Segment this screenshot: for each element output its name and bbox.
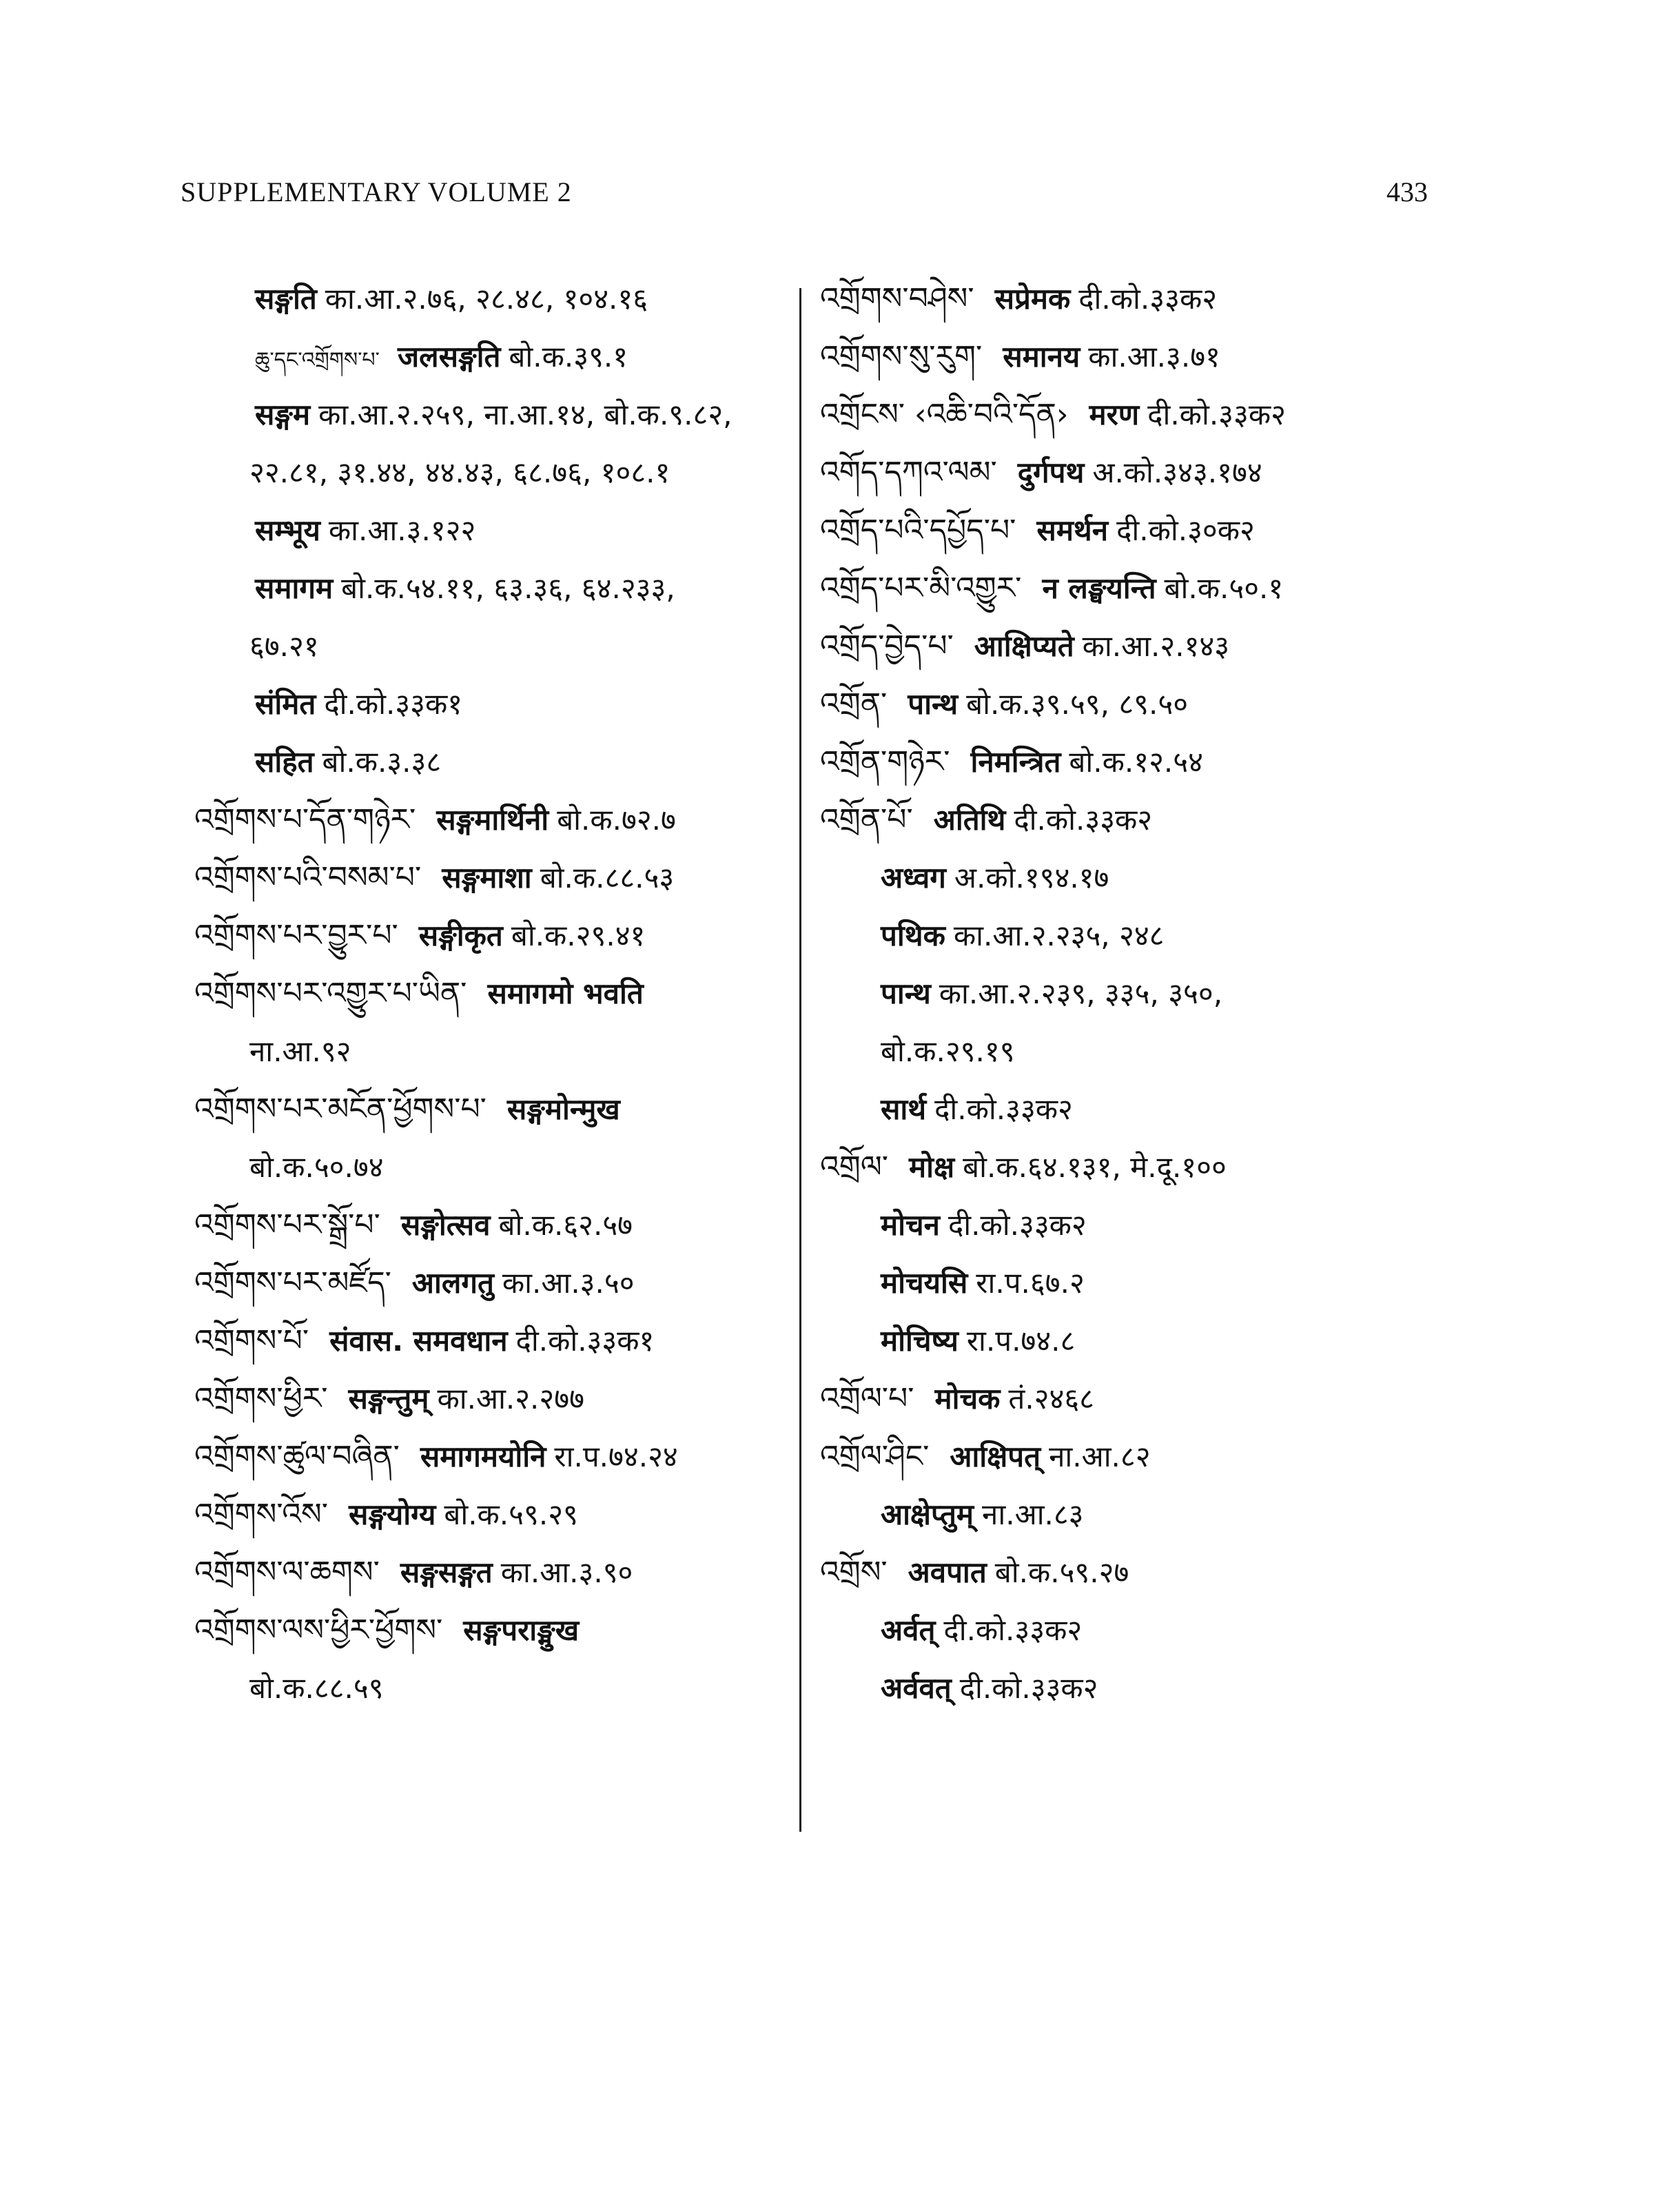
- dictionary-entry: [194, 791, 794, 849]
- dictionary-entry: [820, 502, 1420, 560]
- source-references: दी.को.३३क२: [934, 1092, 1073, 1126]
- right-column: [820, 270, 1420, 1717]
- sanskrit-equivalent: समागमयोनि: [420, 1440, 546, 1473]
- source-references: ना.आ.८३: [982, 1498, 1084, 1531]
- source-references: २२.८१, ३१.४४, ४४.४३, ६८.७६, १०८.१: [249, 456, 670, 489]
- dictionary-entry: [820, 733, 1420, 791]
- source-references: का.आ.२.२३५, २४८: [953, 919, 1165, 952]
- sanskrit-equivalent: पान्थ: [908, 687, 959, 721]
- sanskrit-equivalent: मोचिष्य: [881, 1324, 959, 1358]
- sanskrit-equivalent: समागमो भवति: [487, 977, 644, 1010]
- dictionary-entry: [820, 849, 1420, 907]
- dictionary-entry: [820, 675, 1420, 733]
- source-references: बो.क.३९.१: [509, 340, 628, 374]
- source-references: का.आ.३.१२२: [328, 513, 476, 547]
- dictionary-entry: [820, 1081, 1420, 1138]
- dictionary-entry: [194, 270, 794, 328]
- sanskrit-equivalent: सहित: [255, 745, 314, 779]
- sanskrit-equivalent: आक्षेप्तुम्: [881, 1498, 974, 1531]
- sanskrit-equivalent: सङ्गीकृत: [418, 919, 503, 952]
- tibetan-headword: འགྲོད་པར་མི་འགྱུར་: [820, 571, 1022, 606]
- source-references: बो.क.५०.७४: [249, 1150, 384, 1184]
- sanskrit-equivalent: दुर्गपथ: [1017, 456, 1085, 489]
- sanskrit-equivalent: सङ्गमार्थिनी: [436, 803, 549, 837]
- source-references: अ.को.१९४.१७: [954, 861, 1109, 895]
- dictionary-entry: [194, 386, 794, 444]
- sanskrit-equivalent: सङ्गमाशा: [442, 861, 532, 895]
- dictionary-entry: [820, 617, 1420, 675]
- dictionary-entry: [194, 1023, 794, 1081]
- source-references: बो.क.८८.५३: [540, 861, 675, 895]
- dictionary-entry: [820, 1370, 1420, 1428]
- dictionary-entry: [194, 1138, 794, 1196]
- sanskrit-equivalent: समागम: [255, 571, 334, 605]
- sanskrit-equivalent: संवास. समवधान: [329, 1324, 508, 1358]
- sanskrit-equivalent: न लङ्घयन्ति: [1042, 571, 1156, 605]
- sanskrit-equivalent: अध्वग: [881, 861, 946, 895]
- sanskrit-equivalent: सङ्गसङ्गत: [400, 1555, 493, 1589]
- source-references: का.आ.३.७१: [1088, 340, 1220, 374]
- source-references: रा.प.७४.२४: [554, 1440, 678, 1473]
- source-references: का.आ.२.७६, २८.४८, १०४.१६: [325, 282, 648, 316]
- source-references: दी.को.३३क२: [959, 1671, 1098, 1705]
- source-references: दी.को.३३क२: [947, 1208, 1087, 1242]
- sanskrit-equivalent: मोक्ष: [909, 1150, 955, 1184]
- source-references: रा.प.७४.८: [966, 1324, 1076, 1358]
- sanskrit-equivalent: अतिथि: [933, 803, 1006, 837]
- sanskrit-equivalent: जलसङ्गति: [397, 340, 501, 374]
- source-references: बो.क.६४.१३१, मे.दू.१००: [963, 1150, 1227, 1184]
- source-references: ६७.२१: [249, 629, 319, 663]
- dictionary-entry: [194, 328, 794, 386]
- source-references: रा.प.६७.२: [976, 1266, 1085, 1300]
- sanskrit-equivalent: सङ्गपराङ्मुख: [463, 1613, 580, 1647]
- tibetan-headword: འགྲོགས་པར་བྱུར་པ་: [194, 918, 398, 953]
- tibetan-headword: འགྲོགས་པར་འགྱུར་པ་ཡིན་: [194, 976, 467, 1011]
- dictionary-entry: [820, 444, 1420, 502]
- dictionary-entry: [194, 1428, 794, 1486]
- dictionary-entry: [194, 1312, 794, 1370]
- source-references: का.आ.२.२५९, ना.आ.१४, बो.क.९.८२,: [318, 398, 733, 431]
- source-references: दी.को.३०क२: [1116, 513, 1255, 547]
- dictionary-entry: [194, 1602, 794, 1659]
- sanskrit-equivalent: मरण: [1089, 398, 1140, 431]
- tibetan-headword: འགྲོགས་ཚུལ་བཞིན་: [194, 1439, 400, 1474]
- dictionary-entry: [820, 328, 1420, 386]
- dictionary-entry: [194, 849, 794, 907]
- tibetan-headword: འགྲོགས་བཤེས་: [820, 281, 974, 316]
- tibetan-headword: འགོད་དཀའ་ལམ་: [820, 455, 997, 490]
- dictionary-entry: [820, 965, 1420, 1023]
- source-references: बो.क.३.३८: [322, 745, 442, 779]
- dictionary-entry: [194, 1081, 794, 1138]
- dictionary-entry: [820, 1486, 1420, 1544]
- dictionary-entry: [194, 502, 794, 560]
- source-references: बो.क.७२.७: [557, 803, 676, 837]
- tibetan-headword: འགྲོགས་སུ་རུག་: [820, 339, 983, 374]
- dictionary-entry: [820, 1138, 1420, 1196]
- sanskrit-equivalent: संमित: [255, 687, 316, 721]
- sanskrit-equivalent: मोचन: [881, 1208, 940, 1242]
- tibetan-headword: འགྲོགས་པ་དོན་གཉེར་: [194, 802, 416, 837]
- page-header: [181, 176, 1428, 224]
- sanskrit-equivalent: सङ्गति: [255, 282, 317, 316]
- sanskrit-equivalent: पथिक: [881, 919, 945, 952]
- source-references: बो.क.५९.२७: [994, 1555, 1129, 1589]
- source-references: बो.क.१२.५४: [1069, 745, 1203, 779]
- tibetan-headword: འགྲོས་: [820, 1555, 888, 1590]
- dictionary-entry: [820, 1023, 1420, 1081]
- dictionary-entry: [820, 270, 1420, 328]
- dictionary-entry: [194, 1370, 794, 1428]
- tibetan-headword: འགྲོགས་ལས་ཕྱིར་ཕྱོགས་: [194, 1613, 443, 1648]
- sanskrit-equivalent: सङ्गोत्सव: [400, 1208, 491, 1242]
- source-references: दी.को.३३क२: [1014, 803, 1153, 837]
- source-references: का.आ.२.२३९, ३३५, ३५०,: [939, 977, 1223, 1010]
- sanskrit-equivalent: समर्थन: [1036, 513, 1109, 547]
- sanskrit-equivalent: सप्रेमक: [994, 282, 1071, 316]
- dictionary-entry: [820, 1254, 1420, 1312]
- tibetan-headword: འགྲོངས་ ‹འཆི་བའི་དོན›: [820, 397, 1069, 432]
- source-references: का.आ.३.५०: [502, 1266, 635, 1300]
- dictionary-entry: [194, 617, 794, 675]
- dictionary-entry: [820, 1602, 1420, 1659]
- tibetan-headword: འགྲོལ་ཤིང་: [820, 1439, 930, 1474]
- source-references: दी.को.३३क१: [324, 687, 463, 721]
- sanskrit-equivalent: अर्ववत्: [881, 1671, 952, 1705]
- dictionary-entry: [194, 1196, 794, 1254]
- dictionary-entry: [194, 1544, 794, 1602]
- source-references: दी.को.३३क२: [1078, 282, 1218, 316]
- dictionary-entry: [194, 965, 794, 1023]
- dictionary-entry: [194, 560, 794, 617]
- tibetan-headword: ཆུ་དང་འགྲོགས་པ་: [255, 348, 380, 372]
- source-references: दी.को.३३क२: [943, 1613, 1083, 1647]
- tibetan-headword: འགྲོགས་པར་སྒྲོ་པ་: [194, 1207, 380, 1243]
- dictionary-entry: [820, 1544, 1420, 1602]
- sanskrit-equivalent: आलगतु: [411, 1266, 494, 1300]
- dictionary-entry: [820, 1196, 1420, 1254]
- dictionary-entry: [194, 1254, 794, 1312]
- left-column: [194, 270, 794, 1717]
- dictionary-entry: [820, 560, 1420, 617]
- sanskrit-equivalent: अर्वत्: [881, 1613, 936, 1647]
- source-references: बो.क.६२.५७: [498, 1208, 633, 1242]
- source-references: बो.क.५०.१: [1164, 571, 1284, 605]
- tibetan-headword: འགྲོལ་པ་: [820, 1381, 914, 1416]
- sanskrit-equivalent: पान्थ: [881, 977, 931, 1010]
- dictionary-entry: [820, 1312, 1420, 1370]
- source-references: बो.क.५४.११, ६३.३६, ६४.२३३,: [341, 571, 675, 605]
- dictionary-entry: [820, 1428, 1420, 1486]
- sanskrit-equivalent: समानय: [1003, 340, 1080, 374]
- source-references: का.आ.३.९०: [500, 1555, 633, 1589]
- dictionary-entry: [820, 791, 1420, 849]
- sanskrit-equivalent: अवपात: [908, 1555, 987, 1589]
- page-number: 433: [1386, 176, 1428, 207]
- sanskrit-equivalent: सङ्गयोग्य: [348, 1498, 436, 1531]
- source-references: का.आ.२.२७७: [437, 1382, 584, 1416]
- tibetan-headword: འགྲོགས་ཕྱིར་: [194, 1381, 328, 1416]
- sanskrit-equivalent: सङ्गन्तुम्: [348, 1382, 429, 1416]
- dictionary-entry: [194, 1659, 794, 1717]
- sanskrit-equivalent: सार्थ: [881, 1092, 927, 1126]
- source-references: बो.क.५९.२९: [444, 1498, 578, 1531]
- tibetan-headword: འགྲོན་: [820, 686, 888, 722]
- source-references: बो.क.८८.५९: [249, 1671, 384, 1705]
- running-title: SUPPLEMENTARY VOLUME 2: [181, 176, 572, 207]
- tibetan-headword: འགྲོགས་པོ་: [194, 1323, 309, 1358]
- tibetan-headword: འགྲོན་པོ་: [820, 802, 913, 837]
- sanskrit-equivalent: मोचक: [934, 1382, 1001, 1416]
- dictionary-entry: [194, 675, 794, 733]
- dictionary-entry: [820, 1659, 1420, 1717]
- sanskrit-equivalent: सम्भूय: [255, 513, 320, 547]
- source-references: का.आ.२.१४३: [1082, 629, 1230, 663]
- source-references: ना.आ.८२: [1049, 1440, 1151, 1473]
- dictionary-entry: [194, 1486, 794, 1544]
- dictionary-entry: [820, 386, 1420, 444]
- source-references: तं.२४६८: [1008, 1382, 1095, 1416]
- source-references: अ.को.३४३.१७४: [1092, 456, 1262, 489]
- tibetan-headword: འགྲོགས་པའི་བསམ་པ་: [194, 860, 422, 895]
- source-references: बो.क.२९.१९: [881, 1034, 1015, 1068]
- tibetan-headword: འགྲོད་པའི་དཔྱོད་པ་: [820, 513, 1016, 548]
- tibetan-headword: འགྲོན་གཉེར་: [820, 744, 950, 779]
- source-references: ना.आ.९२: [249, 1034, 351, 1068]
- source-references: दी.को.३३क१: [515, 1324, 655, 1358]
- column-divider: [799, 288, 801, 1832]
- source-references: बो.क.२९.४१: [511, 919, 646, 952]
- source-references: बो.क.३९.५९, ८९.५०: [966, 687, 1189, 721]
- sanskrit-equivalent: सङ्गमोन्मुख: [506, 1092, 620, 1126]
- sanskrit-equivalent: निमन्त्रित: [970, 745, 1061, 779]
- source-references: दी.को.३३क२: [1147, 398, 1286, 431]
- tibetan-headword: འགྲོད་བྱེད་པ་: [820, 629, 954, 664]
- tibetan-headword: འགྲོགས་པར་མངོན་ཕྱོགས་པ་: [194, 1092, 486, 1127]
- tibetan-headword: འགྲོགས་པར་མཛོད་: [194, 1265, 391, 1300]
- tibetan-headword: འགྲོགས་ལ་ཆགས་: [194, 1555, 380, 1590]
- dictionary-entry: [820, 907, 1420, 965]
- sanskrit-equivalent: सङ्गम: [255, 398, 311, 431]
- dictionary-entry: [194, 444, 794, 502]
- dictionary-entry: [194, 733, 794, 791]
- tibetan-headword: འགྲོགས་འོས་: [194, 1497, 328, 1532]
- sanskrit-equivalent: मोचयसि: [881, 1266, 968, 1300]
- sanskrit-equivalent: आक्षिप्यते: [974, 629, 1074, 663]
- sanskrit-equivalent: आक्षिपत्: [950, 1440, 1041, 1473]
- dictionary-entry: [194, 907, 794, 965]
- tibetan-headword: འགྲོལ་: [820, 1149, 888, 1185]
